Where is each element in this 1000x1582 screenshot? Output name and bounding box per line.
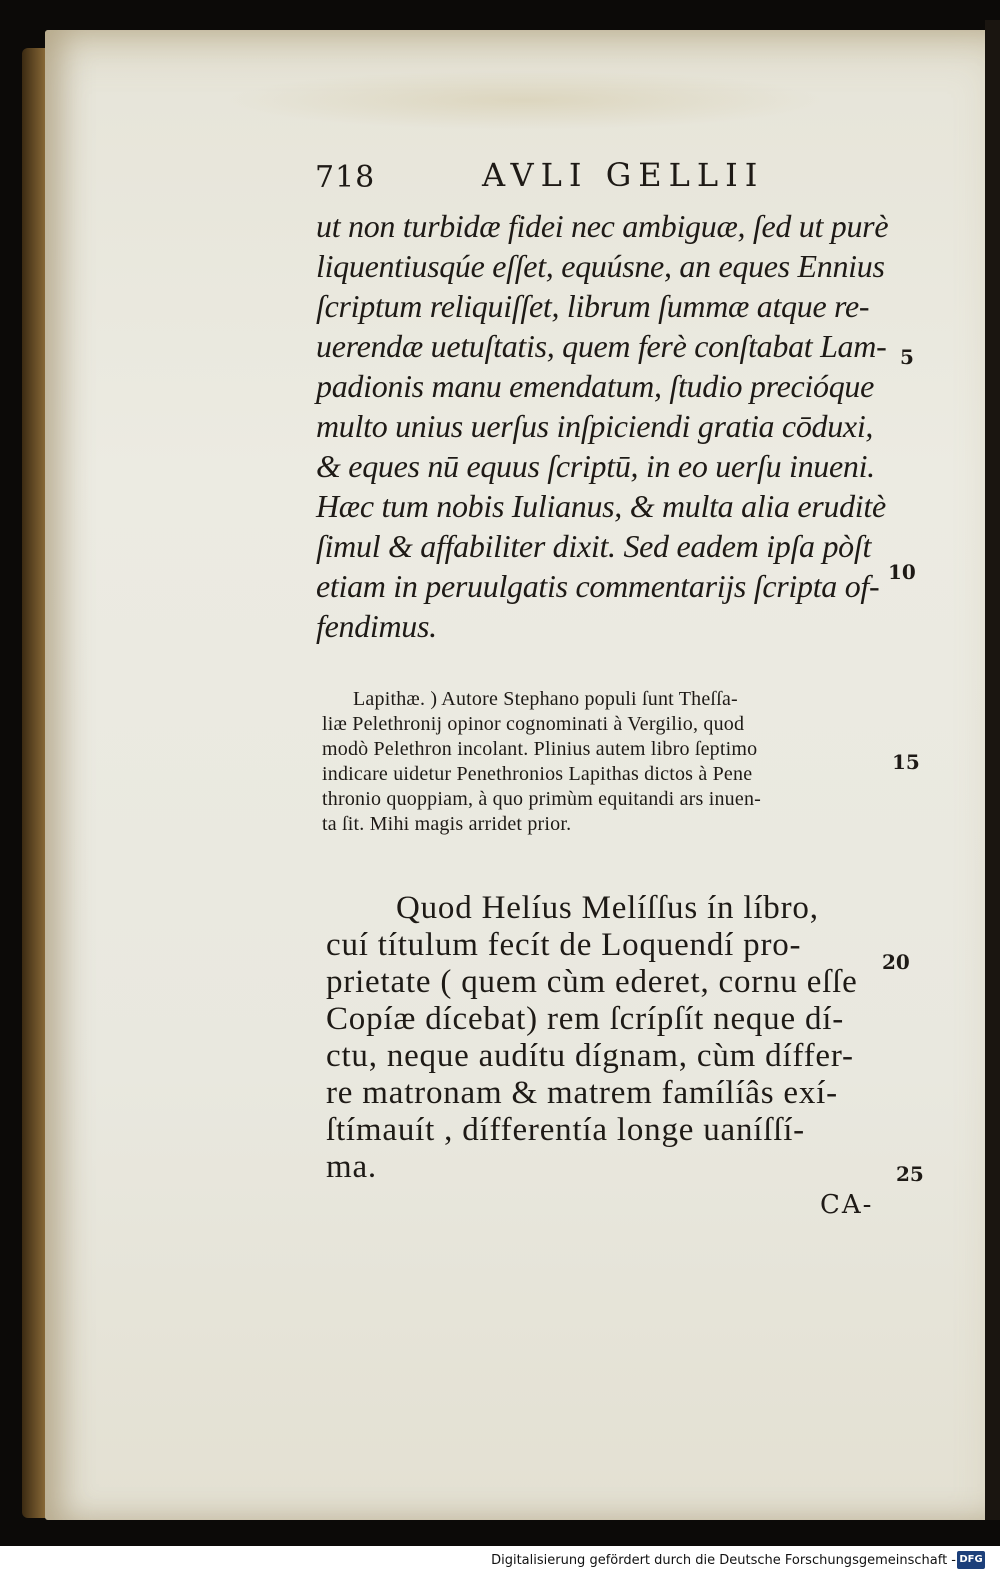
note-line: ta ſit. Mihi magis arridet prior. <box>322 813 572 835</box>
dfg-logo: DFG <box>957 1551 985 1569</box>
main-text-line: liquentiusqúe eſſet, equúsne, an eques Ennius <box>316 248 885 284</box>
chapter-text-line: re matronam & matrem famílíâs exí- <box>326 1075 838 1111</box>
page-number: 718 <box>315 160 376 195</box>
main-text-line: ut non turbidæ fidei nec ambiguæ, ſed ut purè <box>316 208 889 244</box>
main-text-line: Hæc tum nobis Iulianus, & multa alia eruditè <box>316 488 886 524</box>
main-text-line: padionis manu emendatum, ſtudio precióque <box>316 368 874 404</box>
digitization-credit: Digitalisierung gefördert durch die Deutsche Forschungsgemeinschaft - <box>491 1553 956 1568</box>
chapter-text-line: prietate ( quem cùm ederet, cornu eſſe <box>326 964 858 1000</box>
margin-line-number: 20 <box>882 950 910 974</box>
note-line: indicare uidetur Penethronios Lapithas dictos à Pene <box>322 763 753 785</box>
main-text-line: ſimul & affabiliter dixit. Sed eadem ipſa pòſt <box>316 528 872 564</box>
chapter-text-line: Quod Helíus Melíſſus ín líbro, <box>396 890 819 926</box>
chapter-text-line: ma. <box>326 1149 377 1185</box>
note-line: Lapithæ. ) Autore Stephano populi ſunt Theſſa- <box>353 688 738 710</box>
main-text-line: fendimus. <box>316 608 437 644</box>
gutter-edge <box>985 20 1000 1520</box>
margin-line-number: 15 <box>892 750 920 774</box>
catchword: CA- <box>820 1190 874 1220</box>
main-text-line: etiam in peruulgatis commentarijs ſcripta of- <box>316 568 880 604</box>
running-head: AVLI GELLII <box>482 156 765 194</box>
margin-line-number: 5 <box>900 345 914 369</box>
chapter-text-line: ctu, neque audítu dígnam, cùm díffer- <box>326 1038 854 1074</box>
margin-line-number: 25 <box>896 1162 924 1186</box>
chapter-text-line: Copíæ dícebat) rem ſcrípſít neque dí- <box>326 1001 845 1037</box>
note-line: thronio quoppiam, à quo primùm equitandi ars inuen- <box>322 788 762 810</box>
chapter-text-line: cuí títulum fecít de Loquendí pro- <box>326 927 802 963</box>
chapter-text-line: ſtímauít , dífferentía longe uaníſſí- <box>326 1112 805 1148</box>
note-line: modò Pelethron incolant. Plinius autem libro ſeptimo <box>322 738 758 760</box>
main-text-line: ſcriptum reliquiſſet, librum ſummæ atque re- <box>316 288 870 324</box>
main-text-line: uerendæ uetuſtatis, quem ferè conſtabat Lam- <box>316 328 887 364</box>
margin-line-number: 10 <box>888 560 916 584</box>
main-text-line: & eques nū equus ſcriptū, in eo uerſu inueni. <box>316 448 875 484</box>
note-line: liæ Pelethronij opinor cognominati à Vergilio, quod <box>322 713 745 735</box>
water-stain <box>225 70 825 130</box>
main-text-line: multo unius uerſus inſpiciendi gratia cōduxi, <box>316 408 874 444</box>
